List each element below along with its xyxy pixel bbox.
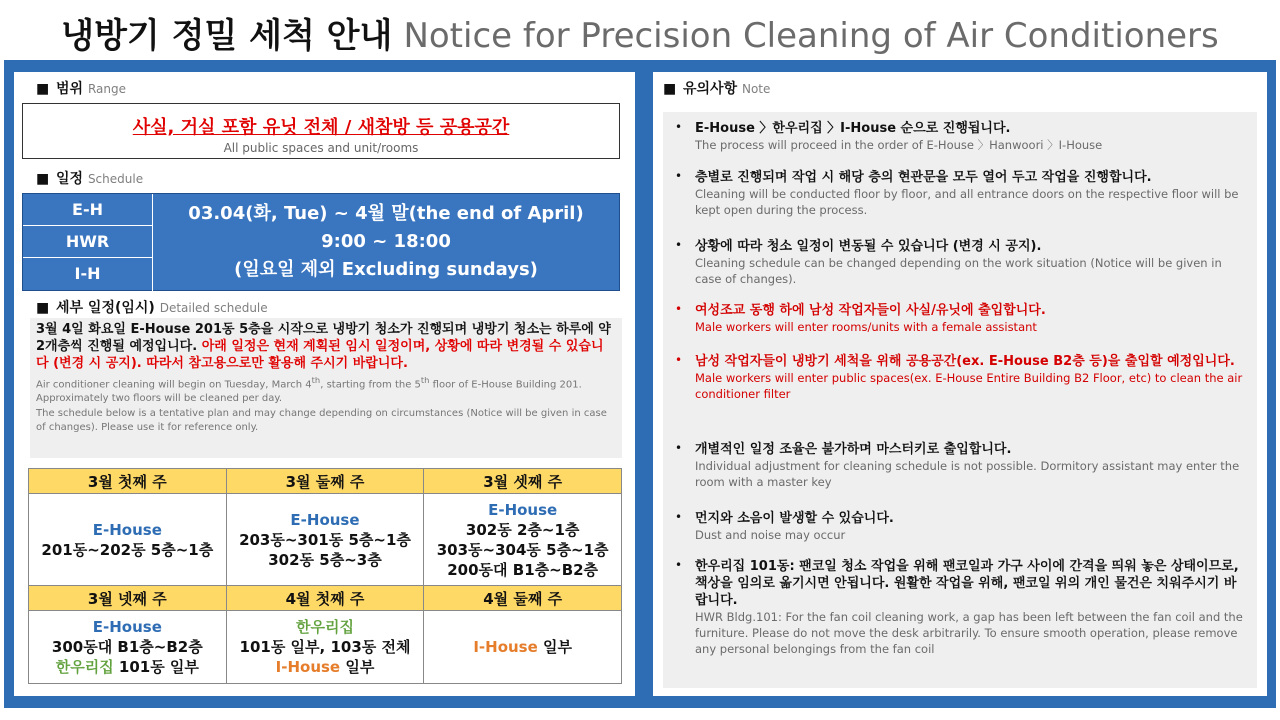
week-cell-mar2: E-House 203동~301동 5층~1층 302동 5층~3층 [226, 494, 424, 586]
week-header: 3월 첫째 주 [29, 469, 227, 494]
week-cell-mar3: E-House 302동 2층~1층 303동~304동 5층~1층 200동대 B1층~B2층 [424, 494, 622, 586]
range-english: All public spaces and unit/rooms [223, 141, 419, 155]
dot-bullet-icon: • [675, 441, 683, 455]
schedule-label-eh: E-H [23, 194, 153, 226]
title-korean: 냉방기 정밀 세척 안내 [61, 16, 393, 56]
title-english: Notice for Precision Cleaning of Air Conditioners [403, 16, 1219, 56]
page-title [0, 8, 1280, 58]
week-header: 4월 첫째 주 [226, 586, 424, 611]
dot-bullet-icon: • [675, 353, 683, 367]
note-item-warning: • 여성조교 동행 하에 남성 작업자들이 사실/유닛에 출입합니다. Male workers will enter rooms/units with a female assistant [675, 302, 1046, 334]
notes-heading: ■ 유의사항 Note [663, 81, 771, 97]
week-cell-mar1: E-House 201동~202동 5층~1층 [29, 494, 227, 586]
dot-bullet-icon: • [675, 120, 683, 134]
dot-bullet-icon: • [675, 558, 683, 572]
week-cell-mar4: E-House 300동대 B1층~B2층 한우리집 101동 일부 [29, 611, 227, 684]
schedule-heading: ■ 일정 Schedule [36, 171, 144, 187]
square-bullet-icon: ■ [36, 81, 50, 97]
week-cell-apr2: I-House 일부 [424, 611, 622, 684]
schedule-exclusion: (일요일 제외 Excluding sundays) [234, 259, 538, 280]
note-item-warning: • 남성 작업자들이 냉방기 세척을 위해 공용공간(ex. E-House B2층 등)을 출입할 예정입니다. Male workers will enter public spaces(ex. E-House Entire Building B2 Floor, etc) to clean the air conditioner filter [675, 353, 1243, 401]
square-bullet-icon: ■ [36, 300, 50, 316]
note-item: • 먼지와 소음이 발생할 수 있습니다. Dust and noise may occur [675, 510, 894, 542]
detail-english-1: Air conditioner cleaning will begin on Tuesday, March 4th, starting from the 5th floor of E-House Building 201. Approximately two floors will be cleaned per day. [36, 375, 582, 405]
week-header: 3월 둘째 주 [226, 469, 424, 494]
range-heading: ■ 범위 Range [36, 81, 126, 97]
dot-bullet-icon: • [675, 169, 683, 183]
range-korean: 사실, 거실 포함 유닛 전체 / 새참방 등 공용공간 [132, 117, 510, 138]
right-panel [653, 72, 1267, 696]
dot-bullet-icon: • [675, 302, 683, 316]
square-bullet-icon: ■ [36, 171, 50, 187]
week-cell-apr1: 한우리집 101동 일부, 103동 전체 I-House 일부 [226, 611, 424, 684]
schedule-label-hwr: HWR [23, 226, 153, 258]
detail-english-2: The schedule below is a tentative plan and may change depending on circumstances (Notice will be given in case of changes). Please use it for reference only. [36, 408, 607, 434]
note-item: • 한우리집 101동: 팬코일 청소 작업을 위해 팬코일과 가구 사이에 간격을 띄워 놓은 상태이므로, 책상을 임의로 옮기시면 안됩니다. 원활한 작업을 위해, 팬코일 위의 개인 물건은 치워주시기 바랍니다. HWR Bldg.101: For the fan coil cleaning work, a gap has been left between the fan coil and the furniture. Please do not move the desk arbitrarily. To ensure smooth operation, please remove any personal belongings from the fan coil [675, 558, 1243, 656]
detail-box [30, 318, 622, 458]
dot-bullet-icon: • [675, 238, 683, 252]
notes-box [663, 112, 1257, 688]
weekly-schedule-table [28, 468, 622, 684]
left-panel [14, 72, 635, 696]
square-bullet-icon: ■ [663, 81, 677, 97]
schedule-dates: 03.04(화, Tue) ~ 4월 말(the end of April) [188, 203, 584, 224]
note-item: • E-House 〉한우리집 〉I-House 순으로 진행됩니다. The process will proceed in the order of E-House 〉Hanwoori 〉I-House [675, 120, 1103, 152]
range-box [22, 103, 620, 159]
note-item: • 상황에 따라 청소 일정이 변동될 수 있습니다 (변경 시 공지). Cleaning schedule can be changed depending on the work situation (Notice will be given in case of changes). [675, 238, 1222, 286]
week-header: 3월 셋째 주 [424, 469, 622, 494]
note-item: • 개별적인 일정 조율은 불가하며 마스터키로 출입합니다. Individual adjustment for cleaning schedule is not possible. Dormitory assistant may enter the room with a master key [675, 441, 1240, 489]
note-item: • 층별로 진행되며 작업 시 해당 층의 현관문을 모두 열어 두고 작업을 진행합니다. Cleaning will be conducted floor by floor, and all entrance doors on the respective floor will be kept open during the process. [675, 169, 1239, 217]
schedule-info [153, 200, 619, 284]
schedule-hours: 9:00 ~ 18:00 [321, 231, 451, 252]
week-header: 4월 둘째 주 [424, 586, 622, 611]
detail-warning: 아래 일정은 현재 계획된 임시 일정이며, 상황에 따라 변경될 수 있습니다 (변경 시 공지). 따라서 참고용으로만 활용해 주시기 바랍니다. [36, 339, 604, 371]
dot-bullet-icon: • [675, 510, 683, 524]
schedule-label-ih: I-H [23, 258, 153, 291]
detail-heading: ■ 세부 일정(임시) Detailed schedule [36, 300, 268, 316]
schedule-box [22, 193, 620, 291]
detail-korean: 3월 4일 화요일 E-House 201동 5층을 시작으로 냉방기 청소가 진행되며 냉방기 청소는 하루에 약 2개층씩 진행될 예정입니다. 아래 일정은 현재 계획된 임시 일정이며, 상황에 따라 변경될 수 있습니다 (변경 시 공지). 따라서 참고용으로만 활용해 주시기 바랍니다. [36, 322, 611, 371]
week-header: 3월 넷째 주 [29, 586, 227, 611]
